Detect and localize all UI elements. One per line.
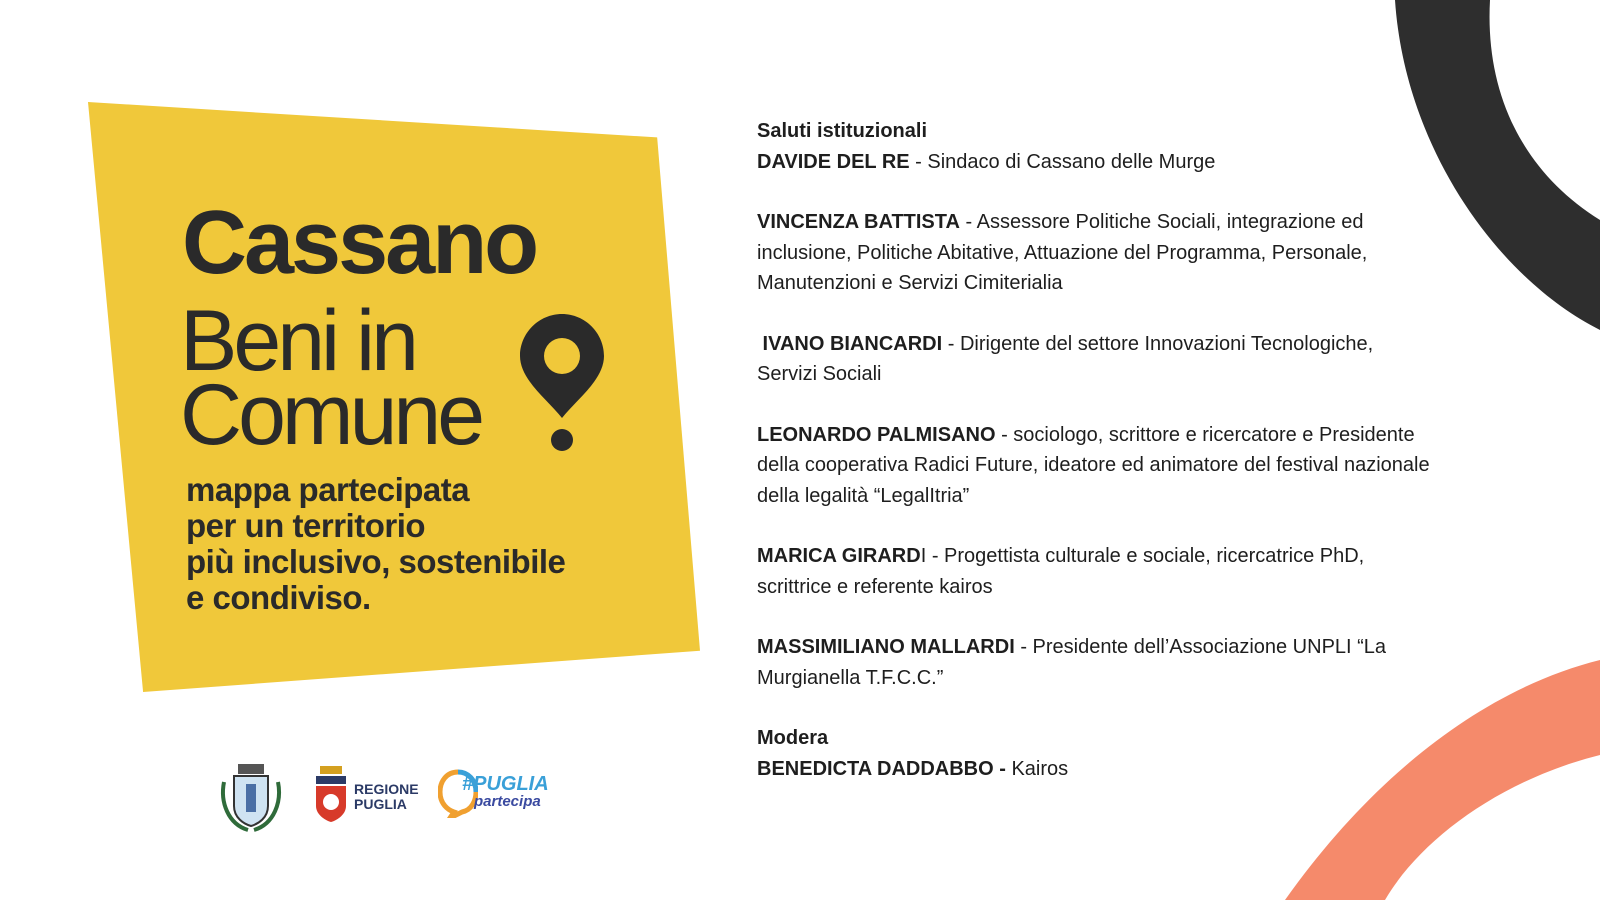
speaker-role: - Dirigente del settore Innovazioni Tecnologiche, Servizi Sociali: [757, 332, 1374, 385]
cassano-coat-of-arms-logo: [218, 762, 284, 834]
subtitle-line: per un territorio: [186, 507, 426, 544]
subtitle-line: mappa partecipata: [186, 471, 470, 508]
speaker-entry: [757, 420, 1437, 512]
program-list: [757, 116, 1437, 784]
subtitle-line: e condiviso.: [186, 579, 371, 616]
speaker-name: VINCENZA BATTISTA: [757, 211, 960, 233]
moderator-name: BENEDICTA DADDABBO -: [757, 757, 1006, 780]
regione-line2: PUGLIA: [354, 796, 407, 812]
speaker-role: - Sindaco di Cassano delle Murge: [909, 150, 1216, 173]
speaker-name: MASSIMILIANO MALLARDI: [757, 636, 1015, 658]
speaker-name: MARICA GIRARD: [757, 545, 921, 567]
speaker-entry: [757, 541, 1437, 602]
partecipa-line1: #PUGLIA: [462, 773, 549, 795]
speaker-name: LEONARDO PALMISANO: [757, 423, 996, 446]
map-pin-icon: [520, 314, 604, 454]
speaker-role: - Assessore Politiche Sociali, integrazione ed inclusione, Politiche Abitative, Attuazione del Programma, Personale, Manutenzioni e Servizi Cimiterialia: [757, 211, 1368, 294]
regione-puglia-logo: [354, 782, 419, 812]
speaker-entry: [757, 207, 1437, 299]
speaker-role: - Presidente dell’Associazione UNPLI “La Murgianella T.F.C.C.”: [757, 636, 1387, 689]
speaker-entry: [757, 632, 1437, 693]
regione-line1: REGIONE: [354, 781, 419, 797]
saluti-heading: Saluti istituzionali: [757, 120, 928, 142]
moderator-role: Kairos: [1005, 757, 1069, 780]
partecipa-line2: partecipa: [474, 793, 541, 810]
speaker-name: DAVIDE DEL RE: [757, 150, 910, 173]
regione-puglia-emblem-icon: [314, 766, 348, 822]
speaker-entry: [757, 329, 1437, 390]
speaker-role: I - Progettista culturale e sociale, ricercatrice PhD, scrittrice e referente kairos: [757, 545, 1365, 598]
puglia-partecipa-logo: [462, 774, 549, 809]
event-title-line3: Comune: [180, 367, 482, 463]
speaker-name: IVANO BIANCARDI: [757, 332, 943, 355]
event-title: Cassano: [182, 193, 537, 293]
event-title-line2: Beni in: [180, 293, 415, 389]
moderator-entry: [757, 754, 1437, 785]
speaker-entry: [757, 147, 1437, 178]
speaker-role: - sociologo, scrittore e ricercatore e Presidente della cooperativa Radici Future, ideatore ed animatore del festival nazionale della legalità “LegalItria”: [757, 423, 1430, 507]
modera-heading: Modera: [757, 727, 829, 749]
event-subtitle: [186, 472, 626, 616]
subtitle-line: più inclusivo, sostenibile: [186, 543, 566, 580]
